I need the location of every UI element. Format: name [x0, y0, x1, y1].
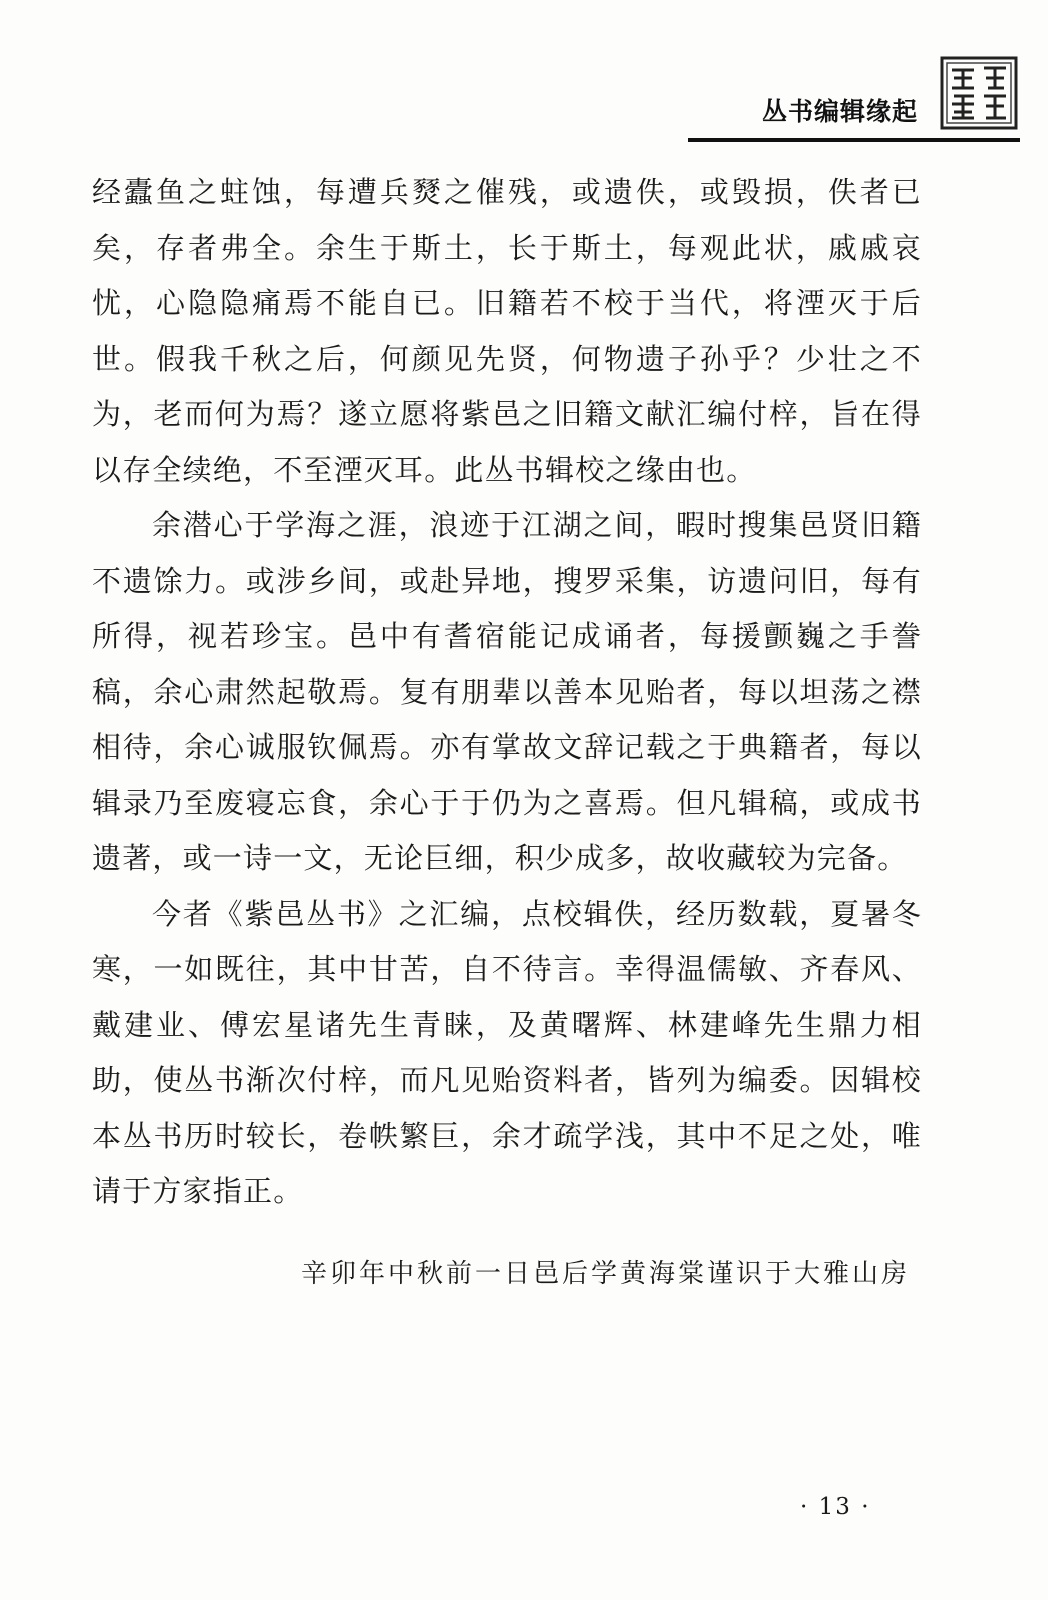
seal-stamp-icon [940, 56, 1018, 130]
body-text [92, 165, 922, 1220]
paragraph-1: 经蠹鱼之蛀蚀，每遭兵燹之催残，或遗佚，或毁损，佚者已矣，存者弗全。余生于斯土，长于斯土，每观此状，戚戚哀忧，心隐隐痛焉不能自已。旧籍若不校于当代，将湮灭于后世。假我千秋之后，何颜见先贤，何物遗子孙乎？少壮之不为，老而何为焉？遂立愿将紫邑之旧籍文献汇编付梓，旨在得以存全续绝，不至湮灭耳。此丛书辑校之缘由也。 [92, 175, 922, 487]
paragraph-2: 余潜心于学海之涯，浪迹于江湖之间，暇时搜集邑贤旧籍不遗馀力。或涉乡间，或赴异地，搜罗采集，访遗问旧，每有所得，视若珍宝。邑中有耆宿能记成诵者，每援颤巍之手誊稿，余心肃然起敬焉。复有朋辈以善本见贻者，每以坦荡之襟相待，余心诚服钦佩焉。亦有掌故文辞记载之于典籍者，每以辑录乃至废寝忘食，余心于于仍为之喜焉。但凡辑稿，或成书遗著，或一诗一文，无论巨细，积少成多，故收藏较为完备。 [92, 508, 922, 875]
paragraph-3: 今者《紫邑丛书》之汇编，点校辑佚，经历数载，夏暑冬寒，一如既往，其中甘苦，自不待言。幸得温儒敏、齐春风、戴建业、傅宏星诸先生青睐，及黄曙辉、林建峰先生鼎力相助，使丛书渐次付梓，而凡见贻资料者，皆列为编委。因辑校本丛书历时较长，卷帙繁巨，余才疏学浅，其中不足之处，唯请于方家指正。 [92, 896, 922, 1208]
page-number: · 13 · [800, 1494, 871, 1520]
section-title: 丛书编辑缘起 [761, 97, 918, 126]
signature-line: 辛卯年中秋前一日邑后学黄海棠谨识于大雅山房 [300, 1259, 910, 1289]
header-divider [688, 138, 1020, 142]
